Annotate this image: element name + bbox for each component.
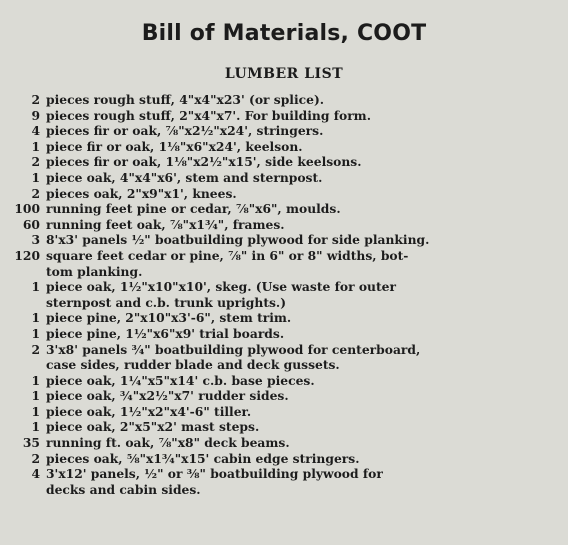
list-item [6, 108, 562, 124]
item-quantity: 1 [31, 388, 40, 404]
page-title: Bill of Materials, COOT [141, 21, 427, 46]
list-item [6, 404, 562, 420]
item-quantity: 2 [31, 450, 40, 466]
item-quantity: 4 [31, 466, 40, 482]
item-quantity: 1 [31, 325, 40, 341]
section-heading: LUMBER LIST [224, 66, 344, 82]
item-quantity: 1 [31, 372, 40, 388]
item-quantity: 1 [31, 419, 40, 435]
item-description: piece fir or oak, 1⅛"x6"x24', keelson. [46, 138, 303, 154]
item-description: pieces rough stuff, 4"x4"x23' (or splice). [46, 92, 325, 107]
list-item [6, 388, 562, 404]
item-description: pieces oak, ⅝"x1¾"x15' cabin edge stringers. [46, 450, 360, 466]
item-quantity: 1 [31, 310, 40, 326]
lumber-list [6, 92, 562, 497]
item-description: pieces oak, 2"x9"x1', knees. [46, 185, 237, 201]
item-description: piece pine, 2"x10"x3'-6", stem trim. [46, 310, 292, 326]
item-quantity: 35 [22, 435, 40, 451]
item-quantity: 2 [31, 185, 40, 201]
list-item [6, 92, 562, 108]
item-description: pieces fir or oak, ⅞"x2½"x24', stringers. [46, 123, 324, 139]
item-description: running ft. oak, ⅞"x8" deck beams. [46, 435, 290, 451]
list-item [6, 373, 562, 389]
item-quantity: 2 [31, 341, 40, 357]
list-item [6, 154, 562, 170]
item-description: piece oak, ¾"x2½"x7' rudder sides. [46, 388, 289, 404]
list-item [6, 201, 562, 217]
list-item [6, 217, 562, 233]
item-description: 8'x3' panels ½" boatbuilding plywood for side planking. [46, 232, 430, 248]
list-item [6, 186, 562, 202]
list-item [6, 451, 562, 467]
list-item [6, 326, 562, 342]
list-item [6, 279, 562, 310]
list-item [6, 342, 562, 373]
item-description: pieces rough stuff, 2"x4"x7'. For building form. [46, 107, 371, 123]
item-description: running feet pine or cedar, ⅞"x6", moulds. [46, 201, 341, 217]
list-item [6, 310, 562, 326]
item-description: 3'x12' panels, ½" or ⅜" boatbuilding plywood for decks and cabin sides. [46, 466, 383, 497]
item-description: piece oak, 4"x4"x6', stem and sternpost. [46, 169, 323, 185]
item-quantity: 2 [31, 92, 40, 107]
list-item [6, 435, 562, 451]
list-item [6, 139, 562, 155]
item-quantity: 4 [31, 123, 40, 139]
list-item [6, 466, 562, 497]
item-quantity: 1 [31, 403, 40, 419]
item-description: square feet cedar or pine, ⅞" in 6" or 8" widths, bot- tom planking. [46, 247, 409, 279]
item-description: piece oak, 1½"x2"x4'-6" tiller. [46, 403, 252, 419]
list-item [6, 232, 562, 248]
item-description: running feet oak, ⅞"x1¾", frames. [46, 216, 285, 232]
item-quantity: 2 [31, 154, 40, 170]
item-quantity: 9 [31, 107, 40, 123]
item-quantity: 3 [31, 232, 40, 248]
item-description: piece oak, 1¼"x5"x14' c.b. base pieces. [46, 372, 315, 388]
item-quantity: 1 [31, 138, 40, 154]
list-item [6, 170, 562, 186]
item-quantity: 60 [22, 216, 40, 232]
item-description: pieces fir or oak, 1⅛"x2½"x15', side keelsons. [46, 154, 362, 170]
item-description: piece oak, 1½"x10"x10', skeg. (Use waste for outer sternpost and c.b. trunk uprights.) [46, 279, 396, 310]
item-quantity: 100 [14, 201, 40, 217]
list-item [6, 419, 562, 435]
list-item [6, 123, 562, 139]
item-description: piece pine, 1½"x6"x9' trial boards. [46, 325, 285, 341]
item-quantity: 1 [31, 169, 40, 185]
item-quantity: 120 [14, 247, 40, 263]
item-quantity: 1 [31, 279, 40, 295]
item-description: piece oak, 2"x5"x2' mast steps. [46, 419, 260, 435]
list-item [6, 248, 562, 279]
item-description: 3'x8' panels ¾" boatbuilding plywood for centerboard, case sides, rudder blade and deck gussets. [46, 341, 421, 373]
